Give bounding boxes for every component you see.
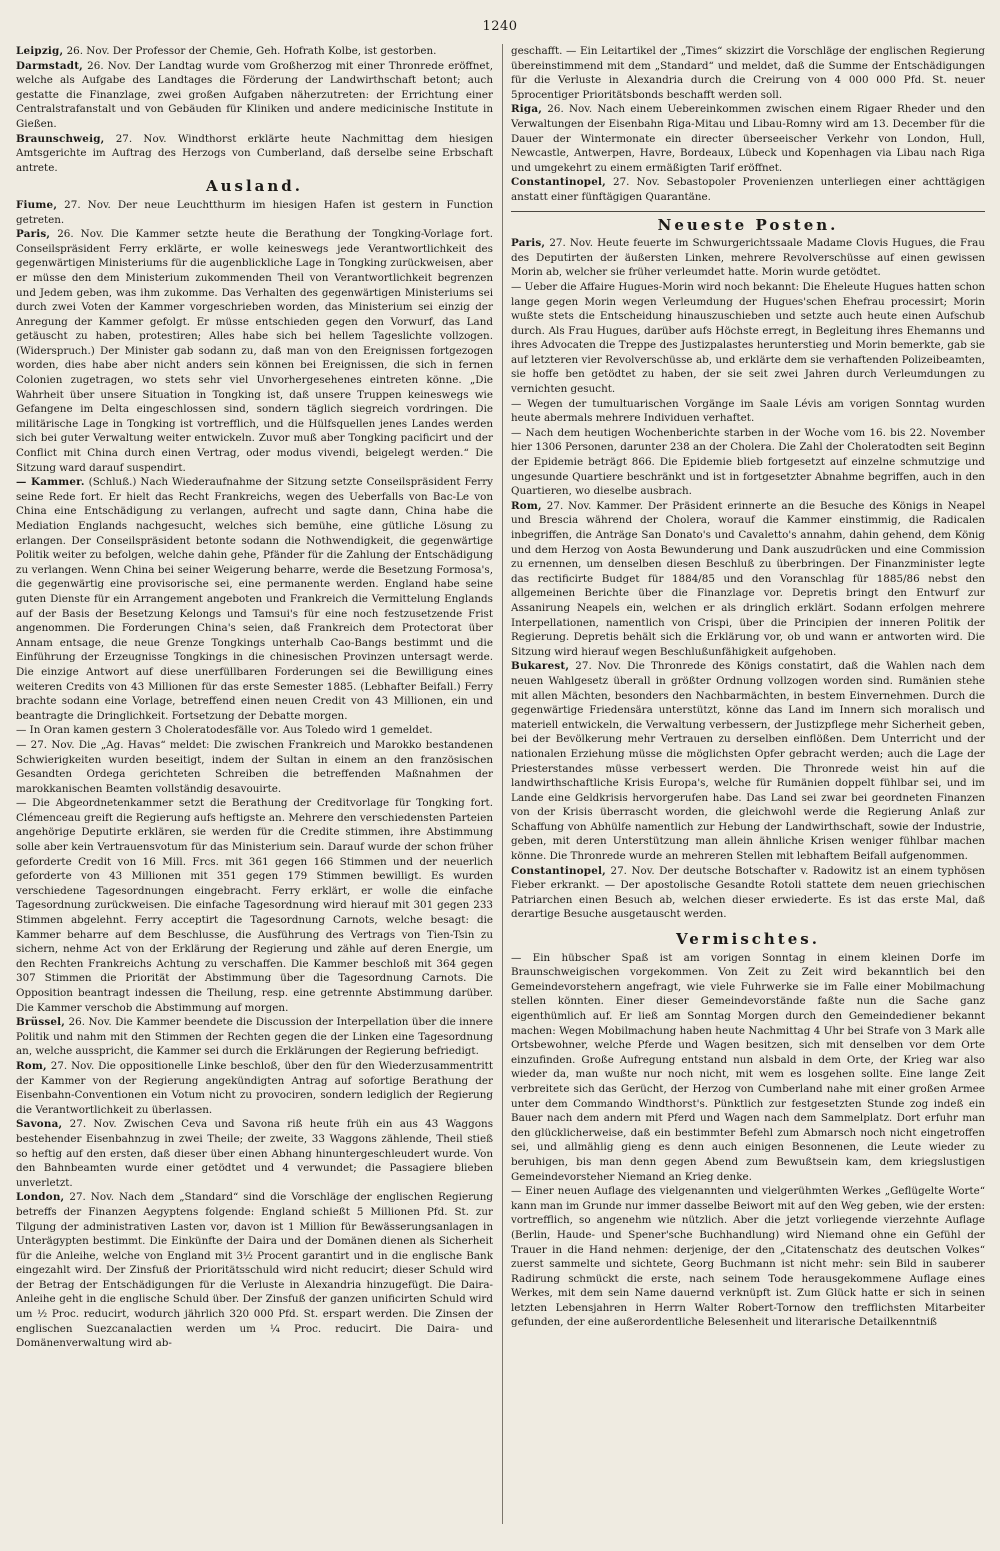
news-place: Brüssel,	[16, 1016, 66, 1029]
news-text: — 27. Nov. Die „Ag. Havas“ meldet: Die zwischen Frankreich und Marokko bestandenen Schwierigkeiten wurden beseitigt, indem der Sultan in einem an den französischen Gesandten Ordega gerichteten Schreiben die betreffenden Maßnahmen der marokkanischen Beamten vollständig desavouirte.	[16, 738, 493, 795]
news-text: 27. Nov. Die Thronrede des Königs constatirt, daß die Wahlen nach dem neuen Wahlgesetz überall in größter Ordnung vollzogen worden sind. Rumänien stehe mit allen Mächten, besonders den Nachbarmächten, in bestem Einvernehmen. Durch die gegenwärtige Friedensära unterstützt, könne das Land im Innern sich moralisch und materiell entwickeln, die Verwaltung verbessern, der Justizpflege mehr Sicherheit geben, bei der Bevölkerung mehr Vertrauen zu derselben einflößen. Dem Unterricht und der nationalen Erziehung müsse die möglichsten Opfer gebracht werden; auch die Lage der Priesterstandes müsse verbessert werden. Die Thronrede weist hin auf die landwirthschaftliche Krisis Europa's, welche für Rumänien doppelt fühlbar sei, und im Lande eine Geldkrisis hervorgerufen habe. Das Land sei zwar bei geordneten Finanzen von der Krisis überrascht worden, die gleichwohl werde die Regierung Anlaß zur Schaffung von Abhülfe namentlich zur Hebung der Landwirthschaft, sowie der Industrie, geben, mit deren Unterstützung man allein ähnliche Krisen weniger fühlbar machen könne. Die Thronrede wurde an mehreren Stellen mit lebhaftem Beifall aufgenommen.	[511, 660, 985, 863]
news-item	[511, 236, 985, 280]
news-text: 27. Nov. Die oppositionelle Linke beschloß, über den für den Wiederzusammentritt der Kammer von der Regierung angekündigten Antrag auf sofortige Berathung der Eisenbahn-Conventionen ein Votum nicht zu provociren, sondern lediglich der Regierung die Verantwortlichkeit zu überlassen.	[16, 1059, 493, 1116]
news-place: Rom,	[16, 1059, 47, 1072]
news-text: 27. Nov. Zwischen Ceva und Savona riß heute früh ein aus 43 Waggons bestehender Eisenbahnzug in zwei Theile; der zweite, 33 Waggons zählende, Theil stieß so heftig auf den ersten, daß dieser über einen Abhang hinuntergeschleudert wurde. Von den Bahnbeamten wurde einer getödtet und 4 verwundet; die Passagiere blieben unverletzt.	[16, 1118, 493, 1189]
news-item	[16, 59, 493, 132]
news-item	[16, 796, 493, 1015]
news-place: Darmstadt,	[16, 59, 83, 72]
news-text: (Schluß.) Nach Wiederaufnahme der Sitzung setzte Conseilspräsident Ferry seine Rede fort. Er hielt das Recht Frankreichs, wegen des Ueberfalls von Bac-Le von China eine Entschädigung zu verlangen, aufrecht und sagte dann, China habe die Mediation Englands nachgesucht, welches sich bemühe, eine gütliche Lösung zu erlangen. Der Conseilspräsident betonte sodann die Nothwendigkeit, die gegenwärtige Politik weiter zu befolgen, welche dahin gehe, Pfänder für die Zahlung der Entschädigung zu verlangen. Wenn China bei seiner Weigerung beharre, werde die Besetzung Formosa's, die gegenwärtig eine provisorische sei, eine permanente werden. England habe seine guten Dienste für ein Arrangement angeboten und Frankreich die Vermittelung Englands auf der Basis der Besetzung Kelongs und Tamsui's für eine noch festzusetzende Frist angenommen. Die Forderungen China's seien, daß Frankreich dem Protectorat über Annam entsage, die neue Grenze Tongkings unterhalb Cao-Bangs bestimmt und die Einführung der Erzeugnisse Tongkings in die chinesischen Provinzen untersagt werde. Die einzige Antwort auf diese unerfüllbaren Forderungen sei die Bewilligung eines weiteren Credits von 43 Millionen für das erste Semester 1885. (Lebhafter Beifall.) Ferry brachte sodann eine Vorlage, betreffend einen neuen Credit von 43 Millionen, ein und beantragte die Dringlichkeit. Fortsetzung der Debatte morgen.	[16, 476, 493, 722]
news-item	[16, 475, 493, 723]
news-text: — Ein hübscher Spaß ist am vorigen Sonntag in einem kleinen Dorfe im Braunschweigischen vorgekommen. Von Zeit zu Zeit wird bekanntlich bei den Gemeindevorstehern angefragt, wie viele Fuhrwerke sie im Falle einer Mobilmachung stellen könnten. Einer dieser Gemeindevorstände faßte nun die Sache ganz eigenthümlich auf. Er ließ am Sonntag Morgen durch den Gemeindediener bekannt machen: Wegen Mobilmachung haben heute Nachmittag 4 Uhr bei Strafe von 3 Mark alle Ortsbewohner, welche Pferde und Wagen besitzen, sich mit denselben vor dem Orte einzufinden. Große Aufregung entstand nun alsbald in dem Orte, der Krieg war also wieder da, man wußte nur noch nicht, mit wem es losgehen sollte. Eine lange Zeit verbreitete sich das Gerücht, der Herzog von Cumberland nahe mit einer großen Armee unter dem Commando Windthorst's. Pünktlich zur festgesetzten Stunde zog indeß ein Bauer nach dem andern mit Pferd und Wagen nach dem Sammelplatz. Dort erfuhr man den glücklicherweise, daß ein bestimmter Befehl zum Abmarsch noch nicht eingetroffen sei, und allmählig gieng es denn auch einigen Besonnenen, die Leute wieder zu beruhigen, bis man denn gegen Abend zum Bewußtsein kam, dem kriegslustigen Gemeindevorsteher Niemand an Krieg denke.	[511, 951, 985, 1183]
news-item	[16, 1190, 493, 1351]
news-place: Leipzig,	[16, 45, 64, 57]
section-divider	[511, 211, 985, 212]
news-item	[511, 280, 985, 397]
news-text: — Ueber die Affaire Hugues-Morin wird noch bekannt: Die Eheleute Hugues hatten schon lange gegen Morin wegen Verleumdung der Hugues'schen Ehefrau processirt; Morin wußte stets die Entscheidung hinauszuschieben und setzte auch heute einen Aufschub durch. Als Frau Hugues, darüber aufs Höchste erregt, in Begleitung ihres Ehemanns und ihres Advocaten die Treppe des Justizpalastes herunterstieg und Morin bemerkte, gab sie auf letzteren vier Revolverschüsse ab, und erklärte dem sie verhaftenden Polizeibeamten, sie hoffe ben getödtet zu haben, der sie seit zwei Jahren durch Verleumdungen zu vernichten gesucht.	[511, 280, 985, 396]
news-item	[16, 1015, 493, 1059]
news-item	[511, 102, 985, 175]
news-item	[511, 499, 985, 660]
news-item	[511, 44, 985, 102]
right-top-news	[511, 44, 985, 205]
news-text: 26. Nov. Die Kammer setzte heute die Berathung der Tongking-Vorlage fort. Conseilspräsident Ferry erklärte, er wolle keineswegs jede Verantwortlichkeit des gegenwärtigen Ministeriums für die augenblickliche Lage in Tongking zurückweisen, aber er müsse den dem Ministerium zukommenden Theil von Verantwortlichkeit begrenzen und Jedem geben, was ihm zukomme. Das Verhalten des gegenwärtigen Ministeriums sei durch zwei Voten der Kammer vorgeschrieben worden, das Ministerium sei einzig der Anregung der Kammer gefolgt. Er müsse entschieden gegen den Vorwurf, das Land getäuscht zu haben, protestiren; Alles habe sich bei hellem Tageslichte vollzogen. (Widerspruch.) Der Minister gab sodann zu, daß man von den Ereignissen fortgezogen worden, dies habe aber nicht anders sein können bei Ereignissen, die sich in fernen Colonien zugetragen, wo stets sehr viel Unvorhergesehenes eintreten könne. „Die Wahrheit über unsere Situation in Tongking ist, daß unsere Truppen keineswegs wie Gefangene im Delta eingeschlossen sind, sondern täglich siegreich vordringen. Die militärische Lage in Tongking ist vortrefflich, und die Hülfsquellen jenes Landes werden sich bei guter Verwaltung weiter entwickeln. Zuvor muß aber Tongking pacificirt und der Conflict mit China durch einen Vertrag, oder modus vivendi, beigelegt werden.“ Die Sitzung ward darauf suspendirt.	[16, 228, 493, 474]
news-text: 26. Nov. Der Professor der Chemie, Geh. Hofrath Kolbe, ist gestorben.	[66, 45, 437, 57]
news-item	[16, 227, 493, 475]
news-item	[511, 426, 985, 499]
news-item	[511, 659, 985, 863]
news-place: Riga,	[511, 103, 543, 116]
news-text: 26. Nov. Nach einem Uebereinkommen zwischen einem Rigaer Rheder und den Verwaltungen der Eisenbahn Riga-Mitau und Libau-Romny wird am 13. December für die Dauer der Wintermonate ein directer überseeischer Verkehr von London, Hull, Newcastle, Antwerpen, Havre, Bordeaux, Lübeck und Kopenhagen via Libau nach Riga und umgekehrt zu einem ermäßigten Tarif eröffnet.	[511, 103, 985, 174]
news-place: Constantinopel,	[511, 176, 606, 189]
news-text: — Nach dem heutigen Wochenberichte starben in der Woche vom 16. bis 22. November hier 1306 Personen, darunter 238 an der Cholera. Die Zahl der Choleratodten seit Beginn der Epidemie beträgt 866. Die Epidemie blieb fortgesetzt auf einzelne schmutzige und ungesunde Quartiere beschränkt und ist in fortgesetzter Abnahme begriffen, auch in den Quartieren, wo dieselbe ausbrach.	[511, 426, 985, 498]
news-text: 27. Nov. Nach dem „Standard“ sind die Vorschläge der englischen Regierung betreffs der Finanzen Aegyptens folgende: England schießt 5 Millionen Pfd. St. zur Tilgung der administrativen Lasten vor, davon ist 1 Million für Bewässerungsanlagen in Unterägypten bestimmt. Die Einkünfte der Daira und der Domänen dienen als Sicherheit für die Anleihe, welche von England mit 3½ Procent garantirt und in die englische Bank eingezahlt wird. Der Zinsfuß der Prioritätsschuld wird nicht reducirt; dieser Schuld wird der Betrag der Entschädigungen für die Verluste in Alexandria hinzugefügt. Die Daira-Anleihe geht in die englische Schuld über. Der Zinsfuß der ganzen unificirten Schuld wird um ½ Proc. reducirt, wodurch jährlich 320 000 Pfd. St. erspart werden. Die Zinsen der englischen Suezcanalactien werden um ¼ Proc. reducirt. Die Daira- und Domänenverwaltung wird ab-	[16, 1191, 493, 1350]
news-text: 26. Nov. Die Kammer beendete die Discussion der Interpellation über die innere Politik und nahm mit den Stimmen der Rechten gegen die der Linken eine Tagesordnung an, welche ausspricht, die Kammer sei durch die Erklärungen der Regierung befriedigt.	[16, 1016, 493, 1058]
news-place: Braunschweig,	[16, 132, 105, 145]
news-item	[16, 1059, 493, 1117]
news-item	[16, 723, 493, 738]
ausland-news	[16, 198, 493, 1351]
news-item	[16, 132, 493, 176]
news-place: Rom,	[511, 499, 542, 512]
column-divider	[502, 44, 503, 1524]
section-heading-neueste-posten: Neueste Posten.	[657, 215, 839, 234]
news-item	[16, 198, 493, 227]
news-place: Constantinopel,	[511, 864, 606, 877]
news-place: Paris,	[511, 237, 546, 250]
news-place: Fiume,	[16, 198, 58, 211]
news-text: — Die Abgeordnetenkammer setzt die Berathung der Creditvorlage für Tongking fort. Clémenceau greift die Regierung aufs heftigste an. Mehrere den verschiedensten Parteien angehörige Deputirte erklären, sie werden für die Credite stimmen, ihre Abstimmung solle aber kein Vertrauensvotum für das Ministerium sein. Darauf wurde der schon früher geforderte Credit von 16 Mill. Frcs. mit 361 gegen 166 Stimmen und der neuerlich geforderte von 43 Millionen mit 351 gegen 179 Stimmen bewilligt. Es wurden verschiedene Tagesordnungen eingebracht. Ferry erklärt, er wolle die einfache Tagesordnung zurückweisen. Die einfache Tagesordnung wird hierauf mit 301 gegen 233 Stimmen abgelehnt. Ferry acceptirt die Tagesordnung Carnots, welche besagt: die Kammer beharre auf dem Beschlusse, die Ausführung des Vertrags von Tien-Tsin zu sichern, nehme Act von der Erklärung der Regierung und zähle auf deren Energie, um den Rechten Frankreichs Achtung zu verschaffen. Die Kammer beschloß mit 364 gegen 307 Stimmen die Priorität der Abstimmung über die Tagesordnung Carnots. Die Opposition beantragt indessen die Theilung, resp. eine getrennte Abstimmung darüber. Die Kammer verschob die Abstimmung auf morgen.	[16, 797, 493, 1014]
news-place: — Kammer.	[16, 476, 85, 489]
section-heading-vermischtes: Vermischtes.	[676, 930, 820, 949]
news-item	[511, 951, 985, 1185]
vermischtes-news	[511, 951, 985, 1330]
news-text: 27. Nov. Windthorst erklärte heute Nachmittag dem hiesigen Amtsgerichte im Auftrag des Herzogs von Cumberland, daß derselbe seine Erbschaft antrete.	[16, 132, 493, 174]
news-place: Paris,	[16, 228, 51, 241]
news-text: geschafft. — Ein Leitartikel der „Times“ skizzirt die Vorschläge der englischen Regierung übereinstimmend mit dem „Standard“ und meldet, daß die Summe der Entschädigungen für die Verluste in Alexandria durch die Creirung von 4 000 000 Pfd. St. neuer 5procentiger Prioritätsbonds beschafft werden soll.	[511, 45, 985, 101]
left-column	[16, 44, 493, 1544]
news-place: Savona,	[16, 1118, 63, 1131]
section-heading-ausland: Ausland.	[205, 177, 304, 196]
news-text: 27. Nov. Kammer. Der Präsident erinnerte an die Besuche des Königs in Neapel und Brescia während der Cholera, worauf die Kammer einstimmig, die Radicalen inbegriffen, die Anträge San Donato's und Cavaletto's annahm, dahin gehend, dem König und dem Herzog von Aosta Bewunderung und Dank auszudrücken und eine Commission zu ernennen, um denselben diesen Beschluß zu überbringen. Der Finanzminister legte das rectificirte Budget für 1884/85 und den Voranschlag für 1885/86 nebst den allgemeinen Berichte über die Finanzlage vor. Depretis bringt den Entwurf zur Assanirung Neapels ein, welchen er als dringlich erklärt. Sodann erfolgen mehrere Interpellationen, namentlich von Crispi, über die Principien der inneren Politik der Regierung. Depretis behält sich die Erklärung vor, ob und wann er antworten wird. Die Sitzung wird hierauf wegen Beschlußunfähigkeit aufgehoben.	[511, 499, 985, 658]
neueste-posten-news	[511, 236, 985, 922]
news-text: — Wegen der tumultuarischen Vorgänge im Saale Lévis am vorigen Sonntag wurden heute abermals mehrere Individuen verhaftet.	[511, 397, 985, 425]
news-item	[511, 175, 985, 204]
news-text: — In Oran kamen gestern 3 Choleratodesfälle vor. Aus Toledo wird 1 gemeldet.	[16, 724, 433, 737]
news-item	[16, 44, 493, 59]
news-text: 27. Nov. Der neue Leuchtthurm im hiesigen Hafen ist gestern in Function getreten.	[16, 198, 493, 226]
news-item	[511, 864, 985, 922]
news-text: 27. Nov. Der deutsche Botschafter v. Radowitz ist an einem typhösen Fieber erkrankt. — Der apostolische Gesandte Rotoli stattete dem neuen griechischen Patriarchen einen Besuch ab, welchen dieser erwiederte. Es ist das erste Mal, daß derartige Besuche ausgetauscht werden.	[511, 864, 985, 921]
news-text: 26. Nov. Der Landtag wurde vom Großherzog mit einer Thronrede eröffnet, welche als Aufgabe des Landtages die Förderung der Landwirthschaft betont; auch gestatte die Finanzlage, zwei großen Aufgaben näherzutreten: der Errichtung einer Centralstrafanstalt und von Gebäuden für Kliniken und andere medicinische Institute in Gießen.	[16, 59, 493, 130]
right-column	[511, 44, 985, 1544]
news-text: 27. Nov. Sebastopoler Provenienzen unterliegen einer achttägigen anstatt einer fünftägigen Quarantäne.	[511, 176, 985, 203]
news-text: 27. Nov. Heute feuerte im Schwurgerichtssaale Madame Clovis Hugues, die Frau des Deputirten der äußersten Linken, mehrere Revolverschüsse auf einen gewissen Morin ab, welcher sie früher verleumdet hatte. Morin wurde getödtet.	[511, 237, 985, 279]
left-top-news	[16, 44, 493, 175]
news-item	[511, 397, 985, 426]
news-place: Bukarest,	[511, 660, 570, 673]
news-item	[511, 1184, 985, 1330]
page-number: 1240	[482, 19, 518, 34]
news-item	[16, 1117, 493, 1190]
news-place: London,	[16, 1191, 65, 1204]
news-text: — Einer neuen Auflage des vielgenannten und vielgerühmten Werkes „Geflügelte Worte“ kann man im Grunde nur immer dasselbe Beiwort mit auf den Weg geben, wie der ersten: vortrefflich, so angenehm wie nützlich. Aber die jetzt vorliegende vierzehnte Auflage (Berlin, Haude- und Spener'sche Buchhandlung) wird Niemand ohne ein Gefühl der Trauer in die Hand nehmen: derjenige, der den „Citatenschatz des deutschen Volkes“ zuerst sammelte und sichtete, Georg Buchmann ist nicht mehr: sein Bild in sauberer Radirung schmückt die erste, nach seinem Tode herausgekommene Auflage eines Werkes, mit dem sein Name dauernd verknüpft ist. Zum Glück hatte er sich in seinen letzten Lebensjahren in Herrn Walter Robert-Tornow den trefflichsten Mitarbeiter gefunden, der eine außerordentliche Belesenheit und literarische Detailkenntniß	[511, 1185, 985, 1329]
news-item	[16, 738, 493, 796]
